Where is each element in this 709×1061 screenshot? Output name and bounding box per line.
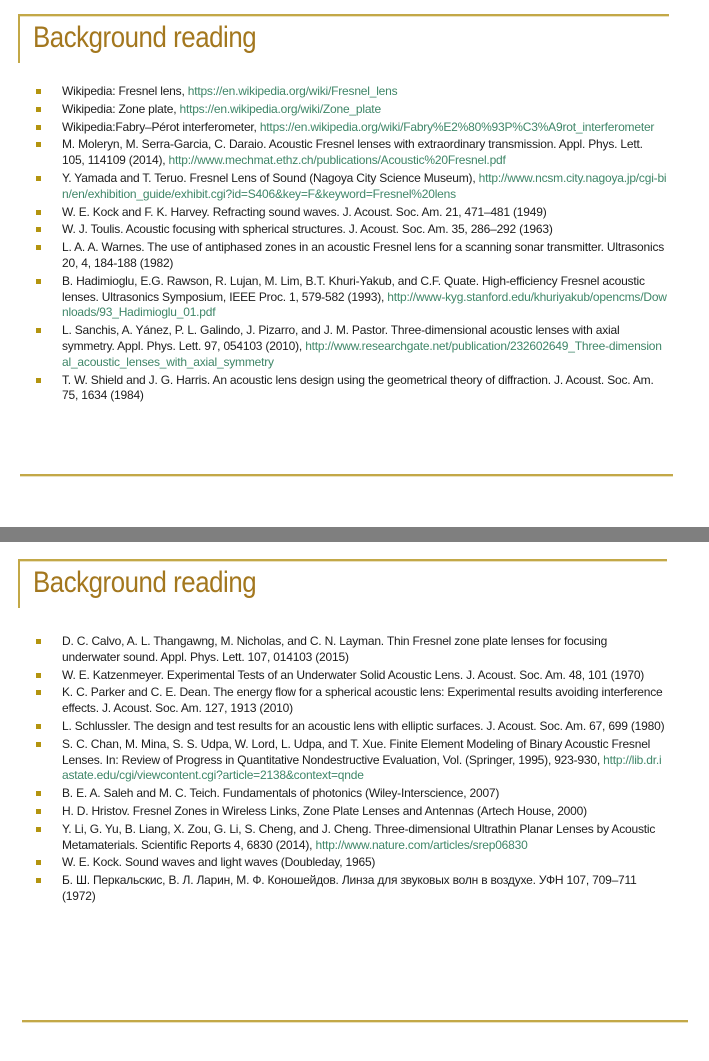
reference-link[interactable]: http://lib.dr.iastate.edu/cgi/viewcontent.cgi?article=2138&context=qnde bbox=[62, 752, 662, 783]
reference-text: Y. Yamada and T. Teruo. Fresnel Lens of Sound (Nagoya City Science Museum), bbox=[62, 170, 479, 185]
bullet-square-icon bbox=[36, 809, 41, 814]
bullet-square-icon bbox=[36, 227, 41, 232]
bullet-square-icon bbox=[36, 210, 41, 215]
reference-text: Wikipedia:Fabry–Pérot interferometer, bbox=[62, 119, 260, 134]
reference-item bbox=[36, 634, 667, 666]
reference-text: B. E. A. Saleh and M. C. Teich. Fundamentals of photonics (Wiley-Interscience, 2007) bbox=[62, 786, 500, 801]
slide-top-rule bbox=[18, 14, 669, 16]
bullet-square-icon bbox=[36, 673, 41, 678]
reference-link[interactable]: http://www.ncsm.city.nagoya.jp/cgi-bin/en/exhibition_guide/exhibit.cgi?id=S406&key=F&keyword=Fresnel%20lens bbox=[62, 170, 667, 201]
slide-title: Background reading bbox=[33, 566, 257, 599]
bullet-square-icon bbox=[36, 245, 41, 250]
reference-link[interactable]: https://en.wikipedia.org/wiki/Fabry%E2%80%93P%C3%A9rot_interferometer bbox=[259, 119, 655, 134]
reference-link[interactable]: http://www.researchgate.net/publication/232602649_Three-dimensional_acoustic_lenses_with_axial_symmetry bbox=[62, 338, 662, 369]
reference-text: H. D. Hristov. Fresnel Zones in Wireless Links, Zone Plate Lenses and Antennas (Artech House, 2000) bbox=[62, 803, 587, 818]
reference-item bbox=[36, 786, 667, 802]
reference-list bbox=[36, 84, 667, 406]
reference-item bbox=[36, 822, 667, 854]
reference-link[interactable]: http://www-kyg.stanford.edu/khuriyakub/opencms/Downloads/93_Hadimioglu_01.pdf bbox=[62, 289, 667, 320]
bullet-square-icon bbox=[36, 791, 41, 796]
reference-item bbox=[36, 120, 667, 136]
reference-text: L. Schlussler. The design and test results for an acoustic lens with elliptic surfaces. J. Acoust. Soc. Am. 67, 699 (1980) bbox=[62, 718, 665, 733]
reference-item bbox=[36, 804, 667, 820]
reference-item bbox=[36, 171, 667, 203]
title-left-rule bbox=[18, 14, 20, 63]
slide-bottom-rule bbox=[22, 1020, 688, 1022]
bullet-square-icon bbox=[36, 742, 41, 747]
bullet-square-icon bbox=[36, 639, 41, 644]
slide-1 bbox=[0, 0, 709, 527]
reference-item bbox=[36, 855, 667, 871]
bullet-square-icon bbox=[36, 690, 41, 695]
bullet-square-icon bbox=[36, 724, 41, 729]
reference-item bbox=[36, 137, 667, 169]
reference-link[interactable]: http://www.mechmat.ethz.ch/publications/Acoustic%20Fresnel.pdf bbox=[168, 153, 506, 168]
reference-text: W. J. Toulis. Acoustic focusing with spherical structures. J. Acoust. Soc. Am. 35, 286–292 (1963) bbox=[62, 222, 553, 237]
reference-text: Wikipedia: Zone plate, bbox=[62, 101, 180, 116]
bullet-square-icon bbox=[36, 125, 41, 130]
reference-item bbox=[36, 84, 667, 100]
reference-item bbox=[36, 274, 667, 321]
bullet-square-icon bbox=[36, 279, 41, 284]
reference-text: L. Sanchis, A. Yánez, P. L. Galindo, J. Pizarro, and J. M. Pastor. Three-dimensional acoustic lenses with axial symmetry. Appl. Phys. Lett. 97, 054103 (2010), bbox=[62, 323, 620, 353]
reference-text: Y. Li, G. Yu, B. Liang, X. Zou, G. Li, S. Cheng, and J. Cheng. Three-dimensional Ultrathin Planar Lenses by Acoustic Metamaterials. Scientific Reports 4, 6830 (2014), bbox=[62, 821, 656, 852]
reference-text: Б. Ш. Перкальскис, В. Л. Ларин, М. Ф. Коношейдов. Линза для звуковых волн в воздухе. УФН 107, 709–711 (1972) bbox=[62, 873, 637, 903]
reference-text: D. C. Calvo, A. L. Thangawng, M. Nicholas, and C. N. Layman. Thin Fresnel zone plate lenses for focusing underwater sound. Appl. Phys. Lett. 107, 014103 (2015) bbox=[62, 634, 608, 664]
reference-text: L. A. A. Warnes. The use of antiphased zones in an acoustic Fresnel lens for a scanning sonar transmitter. Ultrasonics 20, 4, 184-188 (1982) bbox=[62, 240, 665, 270]
reference-item bbox=[36, 222, 667, 238]
bullet-square-icon bbox=[36, 142, 41, 147]
reference-item bbox=[36, 205, 667, 221]
reference-text: M. Moleryn, M. Serra-Garcia, C. Daraio. Acoustic Fresnel lenses with extraordinary transmission. Appl. Phys. Lett. 105, 114109 (2014), bbox=[62, 137, 643, 168]
reference-list bbox=[36, 634, 667, 907]
slide-top-rule bbox=[18, 559, 667, 561]
slide-bottom-rule bbox=[20, 474, 673, 476]
reference-item bbox=[36, 873, 667, 905]
bullet-square-icon bbox=[36, 878, 41, 883]
reference-item bbox=[36, 240, 667, 272]
bullet-square-icon bbox=[36, 860, 41, 865]
reference-item bbox=[36, 323, 667, 370]
reference-link[interactable]: https://en.wikipedia.org/wiki/Fresnel_lens bbox=[187, 84, 398, 98]
slide-divider-bar bbox=[0, 527, 709, 542]
reference-text: T. W. Shield and J. G. Harris. An acoustic lens design using the geometrical theory of diffraction. J. Acoust. Soc. Am. 75, 1634 (1984) bbox=[62, 372, 654, 403]
reference-item bbox=[36, 373, 667, 405]
bullet-square-icon bbox=[36, 827, 41, 832]
slide-title: Background reading bbox=[33, 21, 257, 54]
bullet-square-icon bbox=[36, 378, 41, 383]
title-left-rule bbox=[18, 559, 20, 608]
bullet-square-icon bbox=[36, 328, 41, 333]
reference-item bbox=[36, 737, 667, 784]
reference-item bbox=[36, 719, 667, 735]
bullet-square-icon bbox=[36, 107, 41, 112]
bullet-square-icon bbox=[36, 89, 41, 94]
slide-2 bbox=[0, 542, 709, 1061]
reference-item bbox=[36, 685, 667, 717]
reference-text: W. E. Kock and F. K. Harvey. Refracting sound waves. J. Acoust. Soc. Am. 21, 471–481 (1949) bbox=[62, 204, 547, 219]
reference-text: K. C. Parker and C. E. Dean. The energy flow for a spherical acoustic lens: Experimental results avoiding interference effects. J. Acoust. Soc. Am. 127, 1913 (2010) bbox=[62, 685, 663, 716]
bullet-square-icon bbox=[36, 176, 41, 181]
reference-text: S. C. Chan, M. Mina, S. S. Udpa, W. Lord, L. Udpa, and T. Xue. Finite Element Modeling of Binary Acoustic Fresnel Lenses. In: Review of Progress in Quantitative Nondestructive Evaluation, Vol. (Springer, 1995), 923-930, bbox=[62, 736, 651, 767]
reference-text: W. E. Kock. Sound waves and light waves (Doubleday, 1965) bbox=[62, 855, 376, 870]
reference-text: B. Hadimioglu, E.G. Rawson, R. Lujan, M. Lim, B.T. Khuri-Yakub, and C.F. Quate. High-efficiency Fresnel acoustic lenses. Ultrasonics Symposium, IEEE Proc. 1, 579-582 (1993), bbox=[62, 273, 645, 304]
reference-item bbox=[36, 102, 667, 118]
reference-text: Wikipedia: Fresnel lens, bbox=[62, 84, 188, 98]
reference-link[interactable]: https://en.wikipedia.org/wiki/Zone_plate bbox=[179, 101, 381, 116]
reference-link[interactable]: http://www.nature.com/articles/srep06830 bbox=[315, 837, 528, 852]
reference-text: W. E. Katzenmeyer. Experimental Tests of an Underwater Solid Acoustic Lens. J. Acoust. Soc. Am. 48, 101 (1970) bbox=[62, 667, 645, 682]
reference-item bbox=[36, 668, 667, 684]
